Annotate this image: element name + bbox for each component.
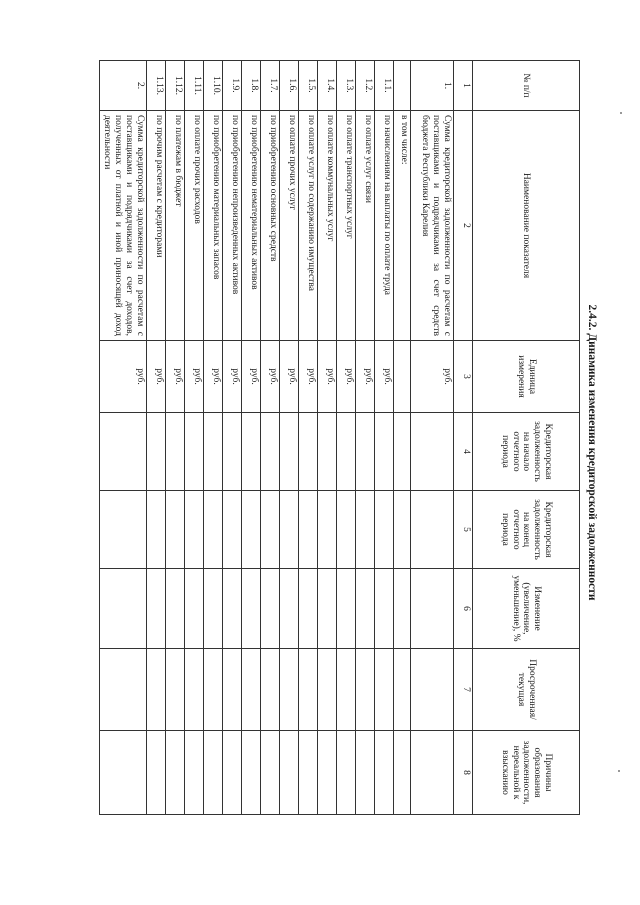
empty-cell: [100, 569, 147, 649]
empty-cell: [356, 731, 375, 815]
row-name: по оплате прочих расходов: [185, 111, 204, 341]
column-number: 6: [454, 569, 473, 649]
empty-cell: [280, 413, 299, 491]
row-unit: руб.: [166, 341, 185, 413]
column-number: 8: [454, 731, 473, 815]
row-number: 1.1.: [375, 61, 394, 111]
table-row: [242, 61, 261, 815]
empty-cell: [204, 413, 223, 491]
empty-cell: [411, 413, 454, 491]
column-number: 1: [454, 61, 473, 111]
column-header: Просроченная/ текущая: [473, 649, 580, 731]
empty-cell: [147, 731, 166, 815]
empty-cell: [356, 491, 375, 569]
row-number: 1.8.: [242, 61, 261, 111]
empty-cell: [242, 569, 261, 649]
empty-cell: [411, 731, 454, 815]
column-number-row: [454, 61, 473, 815]
row-number: 1.: [411, 61, 454, 111]
row-unit: руб.: [242, 341, 261, 413]
table-row: [356, 61, 375, 815]
document-title: 2.4.2. Динамика изменения кредиторской задолженности: [586, 304, 598, 601]
empty-cell: [356, 569, 375, 649]
empty-cell: [261, 731, 280, 815]
empty-cell: [318, 731, 337, 815]
empty-cell: [411, 649, 454, 731]
row-number: 2.: [100, 61, 147, 111]
empty-cell: [375, 569, 394, 649]
row-unit: руб.: [375, 341, 394, 413]
row-name: по оплате транспортных услуг: [337, 111, 356, 341]
empty-cell: [280, 569, 299, 649]
table-row: [280, 61, 299, 815]
empty-cell: [147, 649, 166, 731]
empty-cell: [242, 413, 261, 491]
empty-cell: [147, 569, 166, 649]
empty-cell: [100, 731, 147, 815]
empty-cell: [299, 569, 318, 649]
table-row: [147, 61, 166, 815]
empty-cell: [242, 491, 261, 569]
empty-cell: [223, 649, 242, 731]
column-header: Единица измерения: [473, 341, 580, 413]
empty-cell: [411, 569, 454, 649]
row-number: 1.9.: [223, 61, 242, 111]
row-name: по приобретению материальных запасов: [204, 111, 223, 341]
empty-cell: [394, 413, 411, 491]
column-header: Причины образования задолженности, нереальной к взысканию: [473, 731, 580, 815]
table-row: [299, 61, 318, 815]
row-unit: руб.: [100, 341, 147, 413]
column-header: Кредиторская задолженность на конец отчетного периода: [473, 491, 580, 569]
row-unit: руб.: [280, 341, 299, 413]
row-name: Сумма кредиторской задолженности по расчетам с поставщиками и подрядчиками за счет средств бюджета Республики Карелия: [411, 111, 454, 341]
empty-cell: [261, 569, 280, 649]
row-unit: руб.: [185, 341, 204, 413]
row-number: 1.2.: [356, 61, 375, 111]
row-number: 1.12.: [166, 61, 185, 111]
empty-cell: [280, 491, 299, 569]
row-name: по оплате услуг по содержанию имущества: [299, 111, 318, 341]
row-number: 1.13.: [147, 61, 166, 111]
empty-cell: [280, 731, 299, 815]
empty-cell: [375, 491, 394, 569]
empty-cell: [166, 731, 185, 815]
empty-cell: [411, 491, 454, 569]
row-unit: руб.: [356, 341, 375, 413]
empty-cell: [185, 649, 204, 731]
empty-cell: [204, 491, 223, 569]
row-unit: руб.: [411, 341, 454, 413]
empty-cell: [100, 649, 147, 731]
empty-cell: [337, 413, 356, 491]
empty-cell: [100, 491, 147, 569]
empty-cell: [375, 413, 394, 491]
empty-cell: [394, 649, 411, 731]
empty-cell: [185, 413, 204, 491]
row-number: 1.3.: [337, 61, 356, 111]
empty-cell: [394, 569, 411, 649]
empty-cell: [185, 491, 204, 569]
empty-cell: [318, 569, 337, 649]
table-row: [337, 61, 356, 815]
empty-cell: [185, 731, 204, 815]
empty-cell: [318, 413, 337, 491]
header-row: [473, 61, 580, 815]
row-number: [394, 61, 411, 111]
table-row: [261, 61, 280, 815]
row-unit: руб.: [147, 341, 166, 413]
empty-cell: [100, 413, 147, 491]
empty-cell: [223, 731, 242, 815]
empty-cell: [166, 413, 185, 491]
empty-cell: [147, 413, 166, 491]
creditor-debt-table: [99, 60, 580, 815]
table-row: [185, 61, 204, 815]
row-number: 1.10.: [204, 61, 223, 111]
empty-cell: [337, 569, 356, 649]
column-number: 7: [454, 649, 473, 731]
row-name: Сумма кредиторской задолженности по расчетам с поставщиками и подрядчиками за счет доходов, полученных от платной и иной приносящей доход деятельности: [100, 111, 147, 341]
column-header: Наименование показателя: [473, 111, 580, 341]
empty-cell: [375, 649, 394, 731]
empty-cell: [204, 731, 223, 815]
table-row: [166, 61, 185, 815]
row-name: по оплате коммунальных услуг: [318, 111, 337, 341]
table-body: [100, 61, 454, 815]
empty-cell: [223, 491, 242, 569]
empty-cell: [299, 413, 318, 491]
empty-cell: [242, 649, 261, 731]
empty-cell: [166, 649, 185, 731]
empty-cell: [223, 569, 242, 649]
row-unit: руб.: [299, 341, 318, 413]
column-number: 5: [454, 491, 473, 569]
empty-cell: [299, 731, 318, 815]
column-header: Изменение (увеличение, уменьшение), %: [473, 569, 580, 649]
empty-cell: [337, 649, 356, 731]
row-number: 1.11.: [185, 61, 204, 111]
empty-cell: [242, 731, 261, 815]
empty-cell: [299, 491, 318, 569]
empty-cell: [318, 649, 337, 731]
table-row: [411, 61, 454, 815]
row-number: 1.4.: [318, 61, 337, 111]
empty-cell: [375, 731, 394, 815]
empty-cell: [318, 491, 337, 569]
row-unit: руб.: [318, 341, 337, 413]
empty-cell: [394, 731, 411, 815]
row-name: по оплате услуг связи: [356, 111, 375, 341]
table-row: [394, 61, 411, 815]
column-header: № п/п: [473, 61, 580, 111]
empty-cell: [337, 491, 356, 569]
scan-speck: [620, 112, 622, 114]
row-name: по приобретению непроизведенных активов: [223, 111, 242, 341]
empty-cell: [261, 413, 280, 491]
empty-cell: [147, 491, 166, 569]
row-number: 1.5.: [299, 61, 318, 111]
empty-cell: [356, 649, 375, 731]
empty-cell: [204, 569, 223, 649]
row-number: 1.7.: [261, 61, 280, 111]
column-number: 2: [454, 111, 473, 341]
row-unit: руб.: [337, 341, 356, 413]
row-unit: руб.: [223, 341, 242, 413]
empty-cell: [299, 649, 318, 731]
empty-cell: [204, 649, 223, 731]
row-name: по приобретению нематериальных активов: [242, 111, 261, 341]
row-unit: [394, 341, 411, 413]
empty-cell: [166, 569, 185, 649]
column-header: Кредиторская задолженность на начало отчетного периода: [473, 413, 580, 491]
row-name: по прочим расчетам с кредиторами: [147, 111, 166, 341]
table-row: [204, 61, 223, 815]
row-unit: руб.: [204, 341, 223, 413]
empty-cell: [261, 649, 280, 731]
scan-speck: [618, 770, 620, 772]
table-row: [318, 61, 337, 815]
row-name: по приобретению основных средств: [261, 111, 280, 341]
empty-cell: [261, 491, 280, 569]
row-unit: руб.: [261, 341, 280, 413]
empty-cell: [280, 649, 299, 731]
column-number: 3: [454, 341, 473, 413]
table-row: [100, 61, 147, 815]
row-name: по платежам в бюджет: [166, 111, 185, 341]
empty-cell: [337, 731, 356, 815]
empty-cell: [185, 569, 204, 649]
table-row: [375, 61, 394, 815]
empty-cell: [223, 413, 242, 491]
row-name: по оплате прочих услуг: [280, 111, 299, 341]
row-name: в том числе:: [394, 111, 411, 341]
row-number: 1.6.: [280, 61, 299, 111]
empty-cell: [166, 491, 185, 569]
empty-cell: [356, 413, 375, 491]
empty-cell: [394, 491, 411, 569]
table-row: [223, 61, 242, 815]
row-name: по начислениям на выплаты по оплате труда: [375, 111, 394, 341]
column-number: 4: [454, 413, 473, 491]
